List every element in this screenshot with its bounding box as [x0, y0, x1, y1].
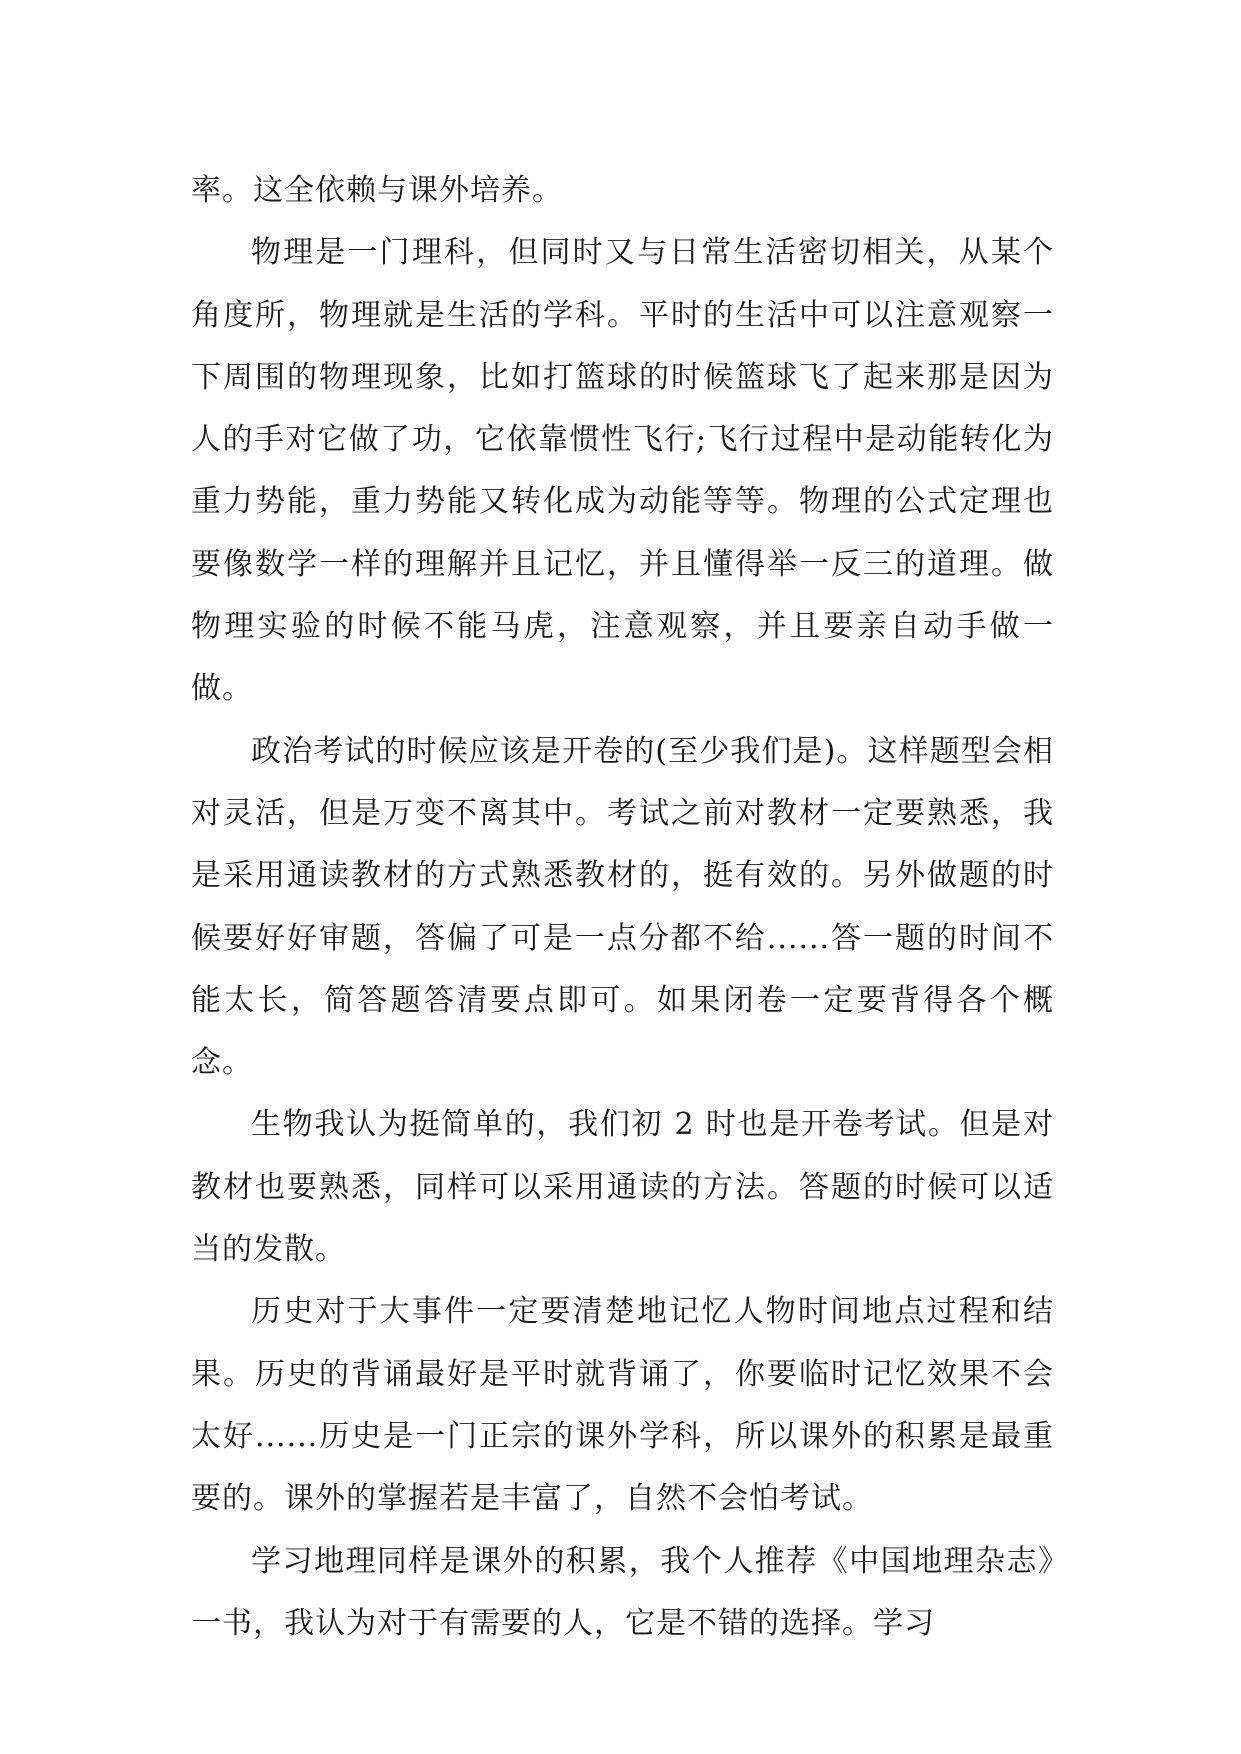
paragraph-continued: 率。这全依赖与课外培养。	[191, 173, 563, 208]
document-body	[191, 160, 1054, 1655]
paragraph-history: 历史对于大事件一定要清楚地记忆人物时间地点过程和结果。历史的背诵最好是平时就背诵了，你要临时记忆效果不会太好......历史是一门正宗的课外学科，所以课外的积累是最重要的。课外的掌握若是丰富了，自然不会怕考试。	[191, 1294, 1054, 1517]
paragraph-politics: 政治考试的时候应该是开卷的(至少我们是)。这样题型会相对灵活，但是万变不离其中。考试之前对教材一定要熟悉，我是采用通读教材的方式熟悉教材的，挺有效的。另外做题的时候要好好审题，答偏了可是一点分都不给......答一题的时间不能太长，简答题答清要点即可。如果闭卷一定要背得各个概念。	[191, 733, 1054, 1081]
paragraph-geography: 学习地理同样是课外的积累，我个人推荐《中国地理杂志》一书，我认为对于有需要的人，它是不错的选择。学习	[191, 1543, 1054, 1641]
paragraph-physics: 物理是一门理科，但同时又与日常生活密切相关，从某个角度所，物理就是生活的学科。平时的生活中可以注意观察一下周围的物理现象，比如打篮球的时候篮球飞了起来那是因为人的手对它做了功，它依靠惯性飞行;飞行过程中是动能转化为重力势能，重力势能又转化成为动能等等。物理的公式定理也要像数学一样的理解并且记忆，并且懂得举一反三的道理。做物理实验的时候不能马虎，注意观察，并且要亲自动手做一做。	[191, 235, 1054, 707]
paragraph-biology: 生物我认为挺简单的，我们初 2 时也是开卷考试。但是对教材也要熟悉，同样可以采用通读的方法。答题的时候可以适当的发散。	[191, 1107, 1054, 1268]
